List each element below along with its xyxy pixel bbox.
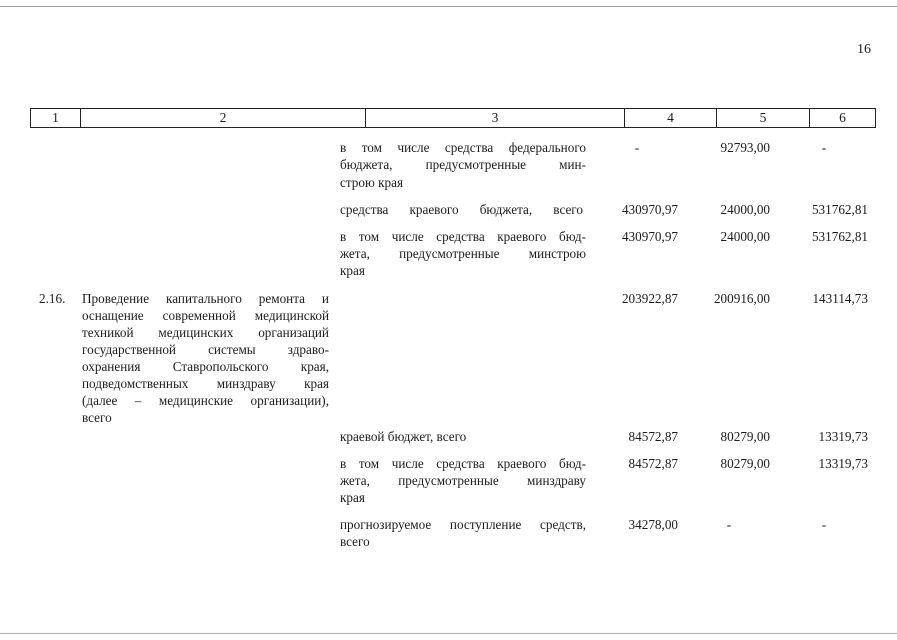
row-label-line: бюджета, предусмотренные мин- (340, 157, 586, 172)
row-value-col4: 84572,87 (628, 429, 678, 444)
row-value-col6: 531762,81 (811, 229, 868, 244)
row-value-col5: - (726, 517, 732, 532)
row-label-line: прогнозируемое поступление средств, (340, 517, 586, 532)
row-value-col4: 84572,87 (628, 456, 678, 471)
row-value-col6: - (821, 517, 827, 532)
row-value-col5: 80279,00 (720, 429, 770, 444)
row-value-col5: 92793,00 (720, 140, 770, 155)
row-value-col4: 34278,00 (628, 517, 678, 532)
row-value-col5: 80279,00 (720, 456, 770, 471)
header-col-5: 5 (716, 109, 809, 127)
item-title-line: государственной системы здраво- (82, 342, 329, 357)
item-number: 2.16. (39, 291, 66, 306)
row-value-col6: 143114,73 (812, 291, 868, 306)
scan-edge-bottom (0, 633, 897, 634)
header-col-2: 2 (80, 109, 365, 127)
item-title-line: оснащение современной медицинской (82, 308, 329, 323)
row-value-col4: 430970,97 (621, 229, 678, 244)
row-value-col5: 200916,00 (713, 291, 770, 306)
row-value-col5: 24000,00 (720, 229, 770, 244)
row-label-line: в том числе средства краевого бюд- (340, 456, 586, 471)
header-col-1: 1 (52, 110, 59, 125)
header-col-6: 6 (809, 109, 875, 127)
row-label-line: в том числе средства федерального (340, 140, 586, 155)
row-label-line: края (340, 490, 365, 505)
item-title-line: охранения Ставропольского края, (82, 359, 329, 374)
row-label-line: края (340, 263, 365, 278)
page-number: 16 (857, 42, 871, 57)
row-label-line: в том числе средства краевого бюд- (340, 229, 586, 244)
row-value-col4: 430970,97 (621, 202, 678, 217)
item-title-line: (далее – медицинские организации), (82, 393, 329, 408)
row-label-line: краевой бюджет, всего (340, 429, 467, 444)
row-label-line: всего (340, 534, 370, 549)
header-col-4: 4 (624, 109, 716, 127)
table-header-row (30, 108, 876, 128)
row-label-line: строю края (340, 175, 404, 190)
item-title-line: всего (82, 410, 112, 425)
row-label-line: жета, предусмотренные минстрою (340, 246, 586, 261)
row-value-col6: 531762,81 (811, 202, 868, 217)
row-label-line: жета, предусмотренные минздраву (340, 473, 586, 488)
item-title-line: подведомственных минздраву края (82, 376, 329, 391)
row-value-col6: 13319,73 (818, 429, 868, 444)
item-title-line: техникой медицинских организаций (82, 325, 329, 340)
row-value-col4: - (634, 140, 640, 155)
row-value-col6: 13319,73 (818, 456, 868, 471)
scan-edge-top (0, 6, 897, 7)
item-title-line: Проведение капитального ремонта и (82, 291, 329, 306)
row-value-col4: 203922,87 (621, 291, 678, 306)
row-label-line: средства краевого бюджета, всего (340, 202, 583, 217)
header-col-3: 3 (365, 109, 624, 127)
row-value-col5: 24000,00 (720, 202, 770, 217)
row-value-col6: - (821, 140, 827, 155)
